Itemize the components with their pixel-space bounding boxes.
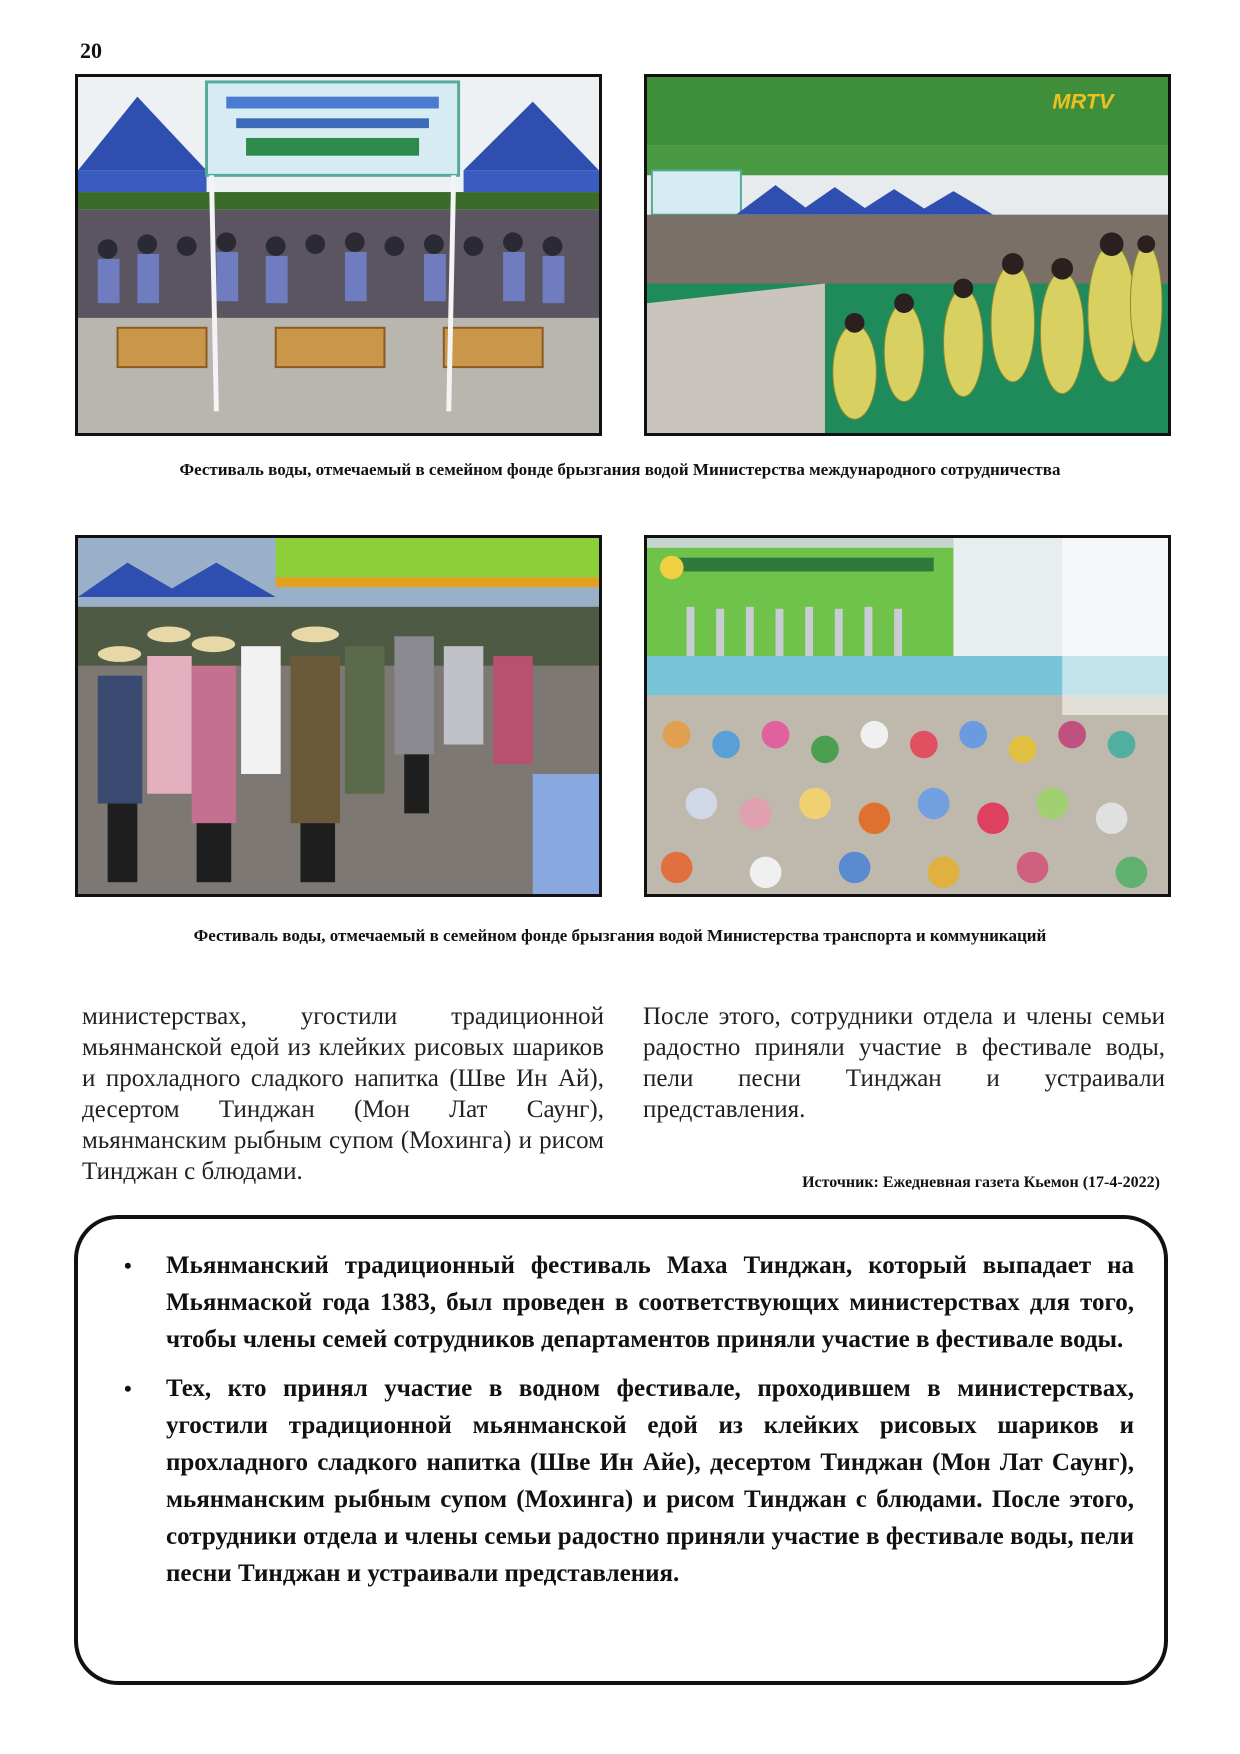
page-number: 20 — [80, 38, 102, 63]
photo-dancing-crowd — [75, 535, 602, 897]
caption-ministry-transport: Фестиваль воды, отмечаемый в семейном фонде брызгания водой Министерства транспорта и коммуникаций — [193, 926, 1047, 945]
summary-box — [74, 1215, 1168, 1685]
caption-ministry-international: Фестиваль воды, отмечаемый в семейном фонде брызгания водой Министерства международного сотрудничества — [179, 460, 1061, 479]
summary-list — [108, 1247, 1134, 1592]
photo-dance-performance-icon — [647, 77, 1168, 433]
photo-water-festival-crowd-icon — [647, 538, 1168, 894]
bullet-icon: • — [124, 1376, 132, 1401]
mrtv-logo-icon: MRTV — [1052, 88, 1114, 114]
summary-item — [124, 1247, 1134, 1358]
summary-item-text: Тех, кто принял участие в водном фестивале, проходившем в министерствах, угостили традиционной мьянманской едой из клейких рисовых шариков и прохладного сладкого напитка (Шве Ин Айе), десертом Тинджан (Мон Лат Саунг), мьянманским рыбным супом (Мохинга) и рисом Тинджан с блюдами. После этого, сотрудники отдела и члены семьи радостно приняли участие в фестивале воды, пели песни Тинджан и устраивали представления. — [166, 1375, 1134, 1587]
photo-dancing-crowd-icon — [78, 538, 599, 894]
photo-ceremony-tent-icon — [78, 77, 599, 433]
source-citation: Источник: Ежедневная газета Кьемон (17-4-2022) — [802, 1174, 1160, 1191]
photo-ceremony — [75, 74, 602, 436]
body-left-column: министерствах, угостили традиционной мьянманской едой из клейких рисовых шариков и прохладного сладкого напитка (Шве Ин Ай), десертом Тинджан (Мон Лат Саунг), мьянманским рыбным супом (Мохинга) и рисом Тинджан с блюдами. — [82, 1003, 604, 1185]
photo-dance — [644, 74, 1171, 436]
body-right-column: После этого, сотрудники отдела и члены семьи радостно приняли участие в фестивале воды, пели песни Тинджан и устраивали представления. — [643, 1003, 1165, 1123]
bullet-icon: • — [124, 1253, 132, 1278]
summary-item — [124, 1370, 1134, 1592]
summary-item-text: Мьянманский традиционный фестиваль Маха Тинджан, который выпадает на Мьянмаской года 1383, был проведен в соответствующих министерствах для того, чтобы члены семей сотрудников департаментов приняли участие в фестивале воды. — [166, 1252, 1134, 1353]
photo-water-crowd — [644, 535, 1171, 897]
